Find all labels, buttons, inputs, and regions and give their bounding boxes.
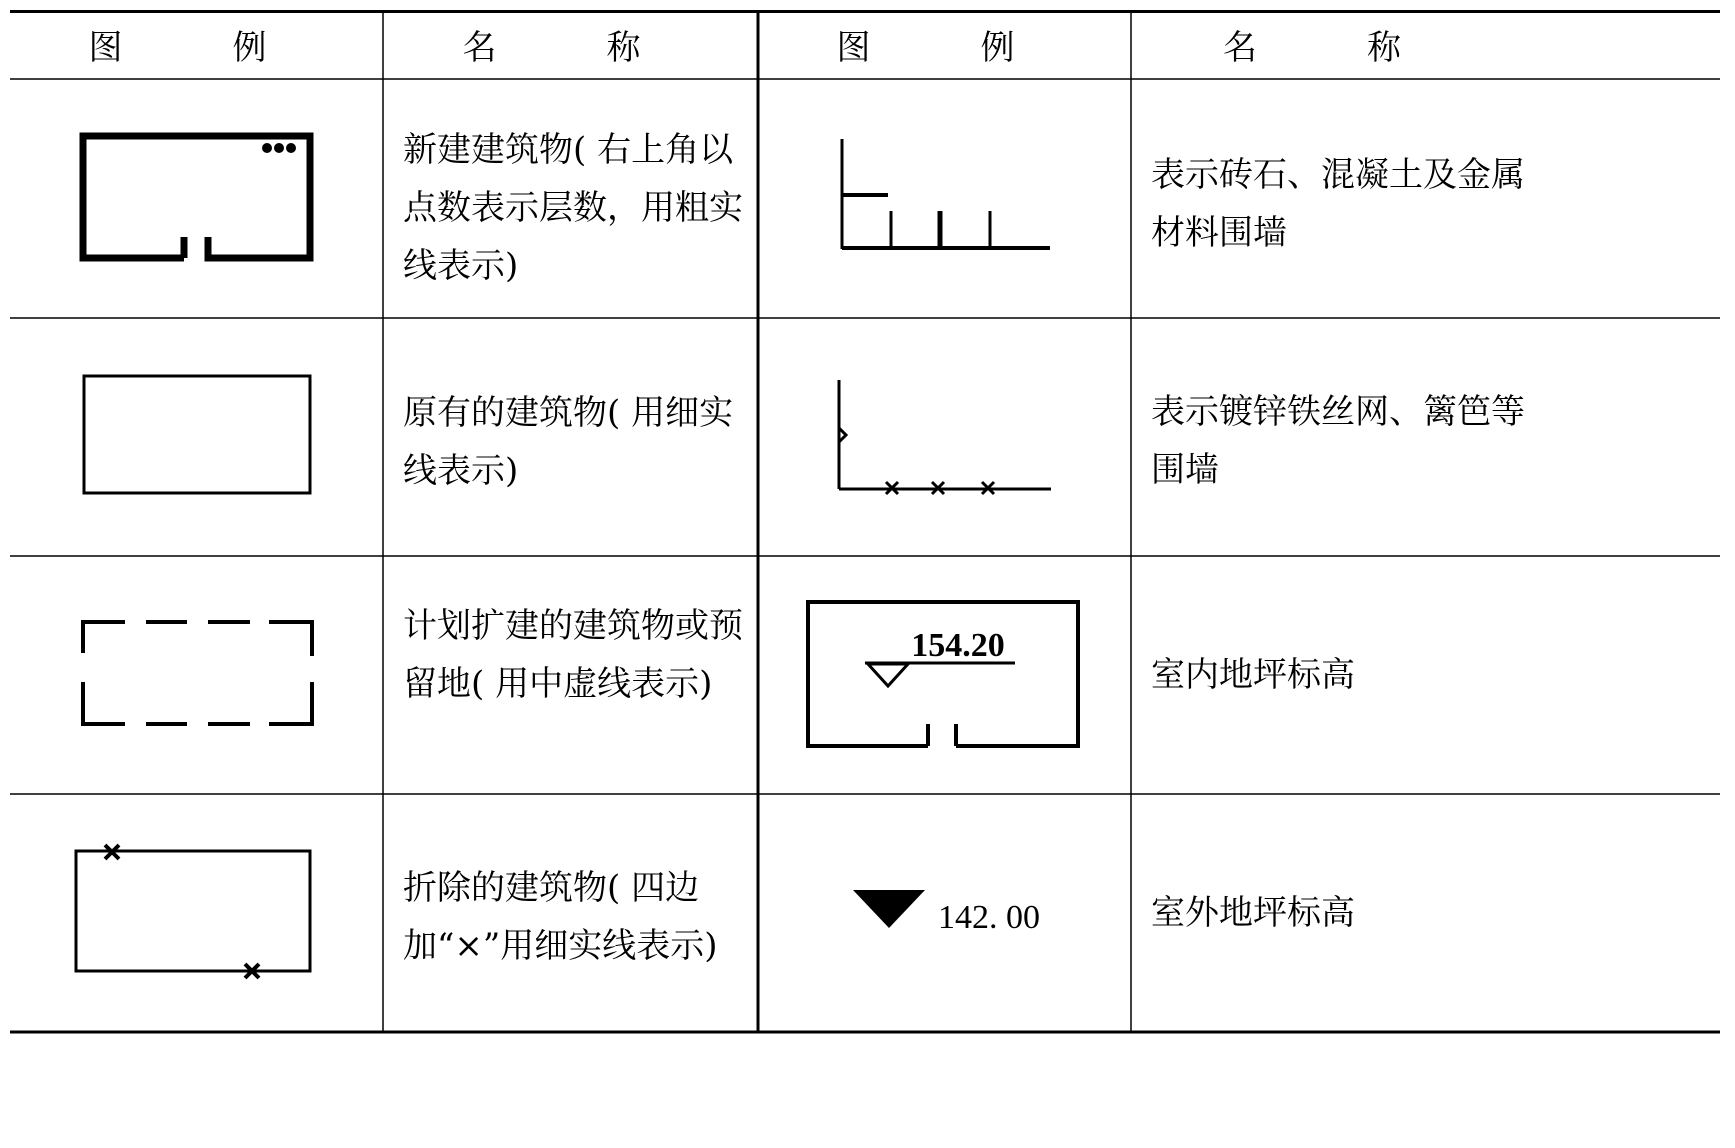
demolished-building-icon	[10, 794, 383, 1032]
planned-building-name: 计划扩建的建筑物或预留地( 用中虚线表示)	[403, 606, 743, 704]
wire-mesh-fence-icon	[758, 318, 1131, 556]
indoor-elevation-value: 154.20	[911, 627, 1005, 664]
header-legend-2: 图 例	[836, 28, 1053, 68]
indoor-elevation-name: 室内地坪标高	[1151, 655, 1355, 695]
header-name-2: 名 称	[1223, 28, 1439, 68]
legend-table	[10, 10, 1720, 1050]
demolished-building-name: 折除的建筑物( 四边加“×”用细实线表示)	[403, 868, 718, 966]
header-legend-1: 图 例	[88, 28, 305, 68]
header-name-1: 名 称	[462, 28, 679, 68]
new-building-icon	[10, 79, 383, 318]
planned-building-icon	[10, 556, 383, 794]
outdoor-elevation-name: 室外地坪标高	[1151, 893, 1355, 933]
wire-mesh-fence-name: 表示镀锌铁丝网、篱笆等围墙	[1151, 392, 1525, 490]
new-building-name: 新建建筑物( 右上角以点数表示层数，用粗实线表示)	[403, 130, 743, 286]
outdoor-elevation-icon	[758, 794, 1131, 1032]
existing-building-icon	[10, 318, 383, 556]
masonry-fence-name: 表示砖石、混凝土及金属材料围墙	[1151, 155, 1525, 253]
masonry-metal-fence-icon	[758, 79, 1131, 318]
existing-building-name: 原有的建筑物( 用细实线表示)	[403, 393, 734, 491]
outdoor-elevation-value: 142. 00	[938, 899, 1040, 936]
indoor-elevation-icon	[758, 556, 1131, 794]
